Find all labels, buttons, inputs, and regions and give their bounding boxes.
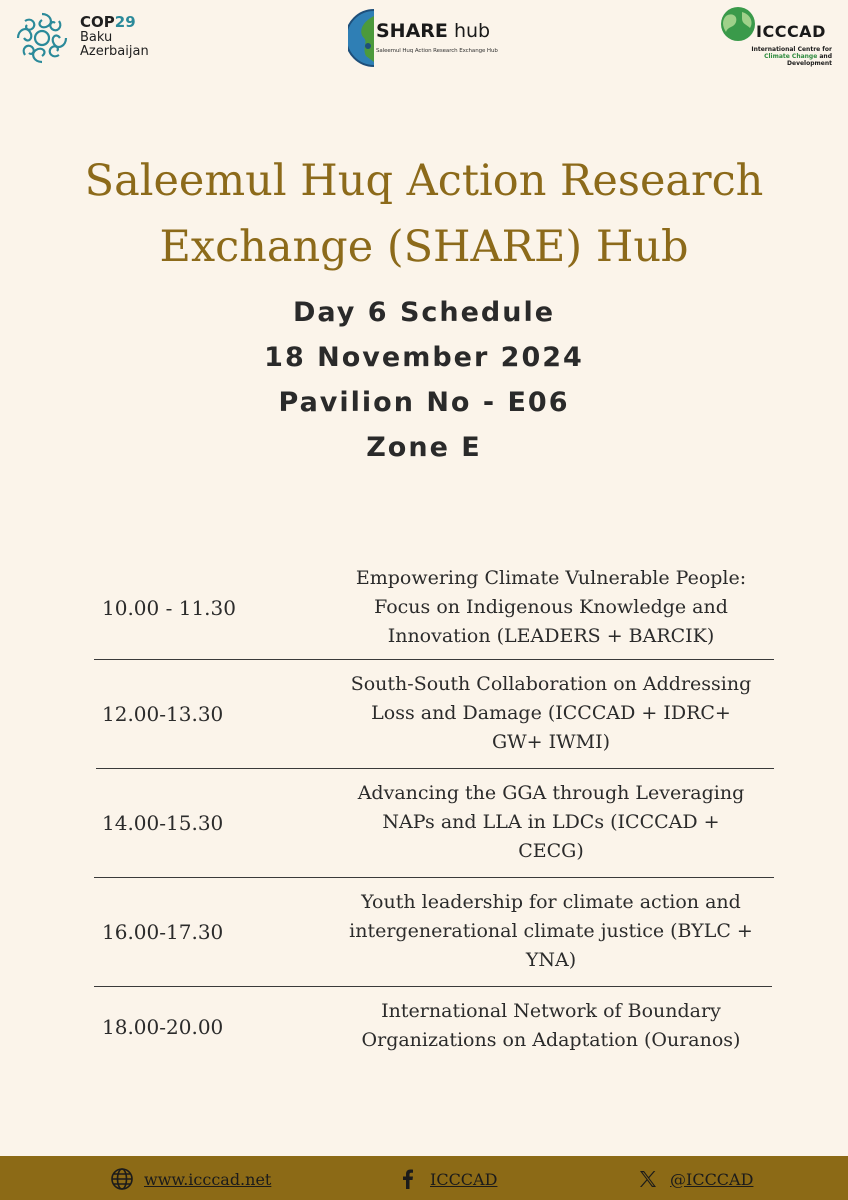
session-title-line: Focus on Indigenous Knowledge and — [374, 596, 728, 618]
session-time: 10.00 - 11.30 — [102, 596, 236, 620]
session-title-line: Loss and Damage (ICCCAD + IDRC+ — [371, 702, 731, 724]
session-title-line: South-South Collaboration on Addressing — [350, 673, 752, 695]
pavilion-number: Pavilion No - E06 — [278, 387, 570, 418]
footer-bar — [0, 1156, 848, 1200]
session-title-line: Advancing the GGA through Leveraging — [357, 782, 745, 804]
cop29-emblem-icon — [12, 8, 72, 68]
day-schedule-label: Day 6 Schedule — [292, 297, 556, 328]
schedule-row — [94, 878, 774, 986]
icccad-name: ICCCAD — [756, 22, 826, 41]
session-title-line: YNA) — [525, 949, 577, 971]
session-title-line: Organizations on Adaptation (Ouranos) — [361, 1029, 741, 1051]
cop29-logo — [12, 8, 172, 72]
schedule-row — [94, 987, 774, 1067]
cop-number: 29 — [114, 13, 136, 31]
session-title — [328, 564, 774, 651]
session-title-line: Empowering Climate Vulnerable People: — [355, 567, 747, 589]
cop-city: Baku — [80, 30, 113, 45]
cop-country: Azerbaijan — [80, 44, 149, 59]
schedule-row — [94, 660, 774, 768]
icccad-desc-2: Climate Change — [764, 53, 818, 60]
share-hub-logo — [348, 6, 508, 70]
session-time: 16.00-17.30 — [102, 920, 224, 944]
schedule-table — [94, 560, 774, 1051]
session-time: 12.00-13.30 — [102, 702, 224, 726]
session-title — [328, 670, 774, 757]
facebook-link[interactable]: ICCCAD — [430, 1169, 498, 1189]
x-handle-link[interactable]: @ICCCAD — [670, 1169, 754, 1189]
session-title-line: CECG) — [518, 840, 584, 862]
session-title — [328, 888, 774, 975]
session-title-line: International Network of Boundary — [381, 1000, 721, 1022]
globe-icon — [110, 1167, 134, 1191]
title-line-1: Saleemul Huq Action Research — [84, 156, 764, 206]
schedule-row — [94, 560, 774, 656]
title-line-2: Exchange (SHARE) Hub — [159, 222, 689, 272]
share-tagline: Saleemul Huq Action Research Exchange Hub — [376, 48, 498, 54]
event-date: 18 November 2024 — [264, 342, 584, 373]
session-time: 18.00-20.00 — [102, 1015, 224, 1039]
icccad-globe-icon — [720, 6, 756, 42]
session-title — [328, 997, 774, 1055]
share-title-bold: SHARE — [376, 20, 448, 42]
event-details — [0, 290, 848, 470]
schedule-row — [94, 769, 774, 877]
facebook-icon — [396, 1167, 420, 1191]
footer-x[interactable] — [636, 1167, 753, 1191]
x-twitter-icon — [636, 1167, 660, 1191]
share-title-light: hub — [453, 20, 491, 42]
session-title — [328, 779, 774, 866]
icccad-desc-1: International Centre for — [751, 46, 832, 53]
icccad-desc-3: and — [819, 53, 832, 60]
page-title — [0, 148, 848, 280]
share-globe-icon — [348, 6, 376, 70]
session-title-line: intergenerational climate justice (BYLC + — [349, 920, 753, 942]
session-title-line: Innovation (LEADERS + BARCIK) — [387, 625, 715, 647]
cop-title: COP — [80, 13, 115, 31]
icccad-logo — [716, 4, 840, 70]
footer-website[interactable] — [110, 1167, 271, 1191]
website-link[interactable]: www.icccad.net — [144, 1169, 272, 1189]
footer-facebook[interactable] — [396, 1167, 497, 1191]
session-title-line: NAPs and LLA in LDCs (ICCCAD + — [382, 811, 720, 833]
icccad-desc-4: Development — [787, 60, 832, 67]
session-title-line: GW+ IWMI) — [491, 731, 611, 753]
session-time: 14.00-15.30 — [102, 811, 224, 835]
zone-label: Zone E — [366, 432, 482, 463]
session-title-line: Youth leadership for climate action and — [361, 891, 741, 913]
